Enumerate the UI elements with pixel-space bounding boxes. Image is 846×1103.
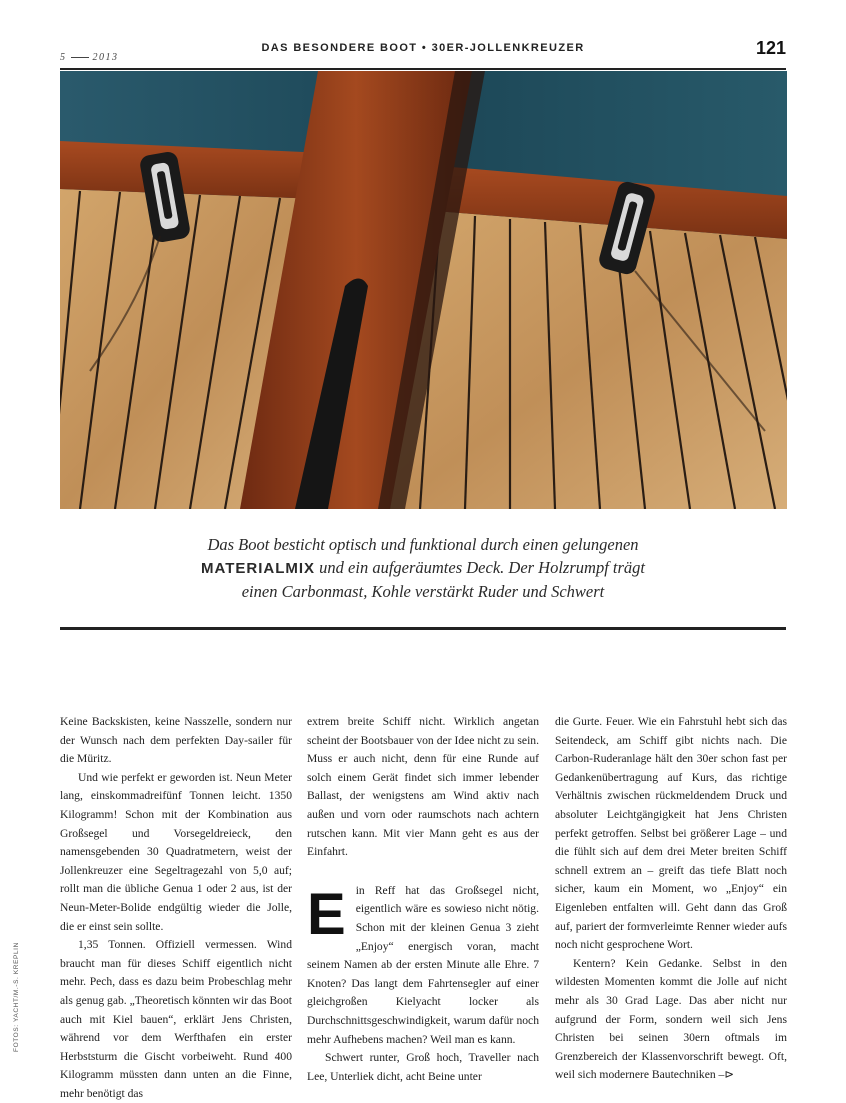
paragraph: extrem breite Schiff nicht. Wirklich angetan scheint der Bootsbauer von der Idee nicht zu sein. Muss er auch nicht, denn für eine Runde auf solch einem Gerät findet sich immer lebender Ballast, der wenigstens am Wind aktiv nach außen und vorn oder raumschots nach achtern rutschen kann. Mit vier Mann geht es aus der Einfahrt. [307,715,539,859]
paragraph: Kentern? Kein Gedanke. Selbst in den wildesten Momenten kommt die Jolle auf nicht mehr als 30 Grad Lage. Das aber nicht nur aufgrund der Form, sondern weil sich Jens Christen bei seinen 30ern oftmals im Grenzbereich der Klassenvorschrift bewegt. Oft, weil sich modernere Bautechniken –⊳ [555,956,787,1082]
page-number: 121 [755,38,786,58]
drop-cap: E [307,881,346,947]
photo-credit: FOTOS: YACHT/M.-S. KREPLIN [13,942,20,1052]
text-column-3 [555,713,787,1085]
text-column-1 [60,713,292,1103]
dropcap-paragraph [307,882,539,1049]
paragraph: Und wie perfekt er geworden ist. Neun Meter lang, einskommadreifünf Tonnen leicht. 1350 Kilogramm! Schon mit der Kombination aus Großsegel und Vorsegeldreieck, den namensgebenden 30 Quadratmetern, weist der Jollenkreuzer eine Segeltragezahl von 5,0 auf; rollt man die übliche Genua 1 oder 2 aus, ist der Neun-Meter-Bolide endgültig wieder die Jolle, die er einst sein sollte. [60,770,292,933]
caption-line-3: einen Carbonmast, Kohle verstärkt Ruder und Schwert [241,582,605,601]
caption-emphasis: MATERIALMIX [200,560,316,577]
deck-photo [60,71,787,509]
paragraph-text: in Reff hat das Großsegel nicht, eigentlich wäre es sowieso nicht nötig. Schon mit der kleinen Genua 3 zieht „Enjoy“ energisch voran, macht seinem Namen ab der ersten Minute alle Ehre. 7 Knoten? Das langt dem Fahrtensegler auf einer gleichgroßen Kielyacht locker als Durchschnittsgeschwindigkeit, warum dafür noch mehr Aufhebens machen? Weil man es kann. [307,883,539,1046]
issue-number: 5 [60,52,67,63]
caption-line-2: und ein aufgeräumtes Deck. Der Holzrumpf trägt [319,558,645,577]
text-column-2 [307,713,539,1086]
paragraph: 1,35 Tonnen. Offiziell vermessen. Wind braucht man für dieses Schiff eigentlich nicht mehr. Pech, dass es dazu beim Probeschlag mehr als genug gab. „Theoretisch könnten wir das Boot auch mit Kiel bauen“, erklärt Jens Christen, während vor dem Werfthafen ein erster Herbststurm die Gischt vorbeiweht. Rund 400 Kilogramm müssten dann unten an die Finne, mehr benötigt das [60,938,292,1100]
paragraph: die Gurte. Feuer. Wie ein Fahrstuhl hebt sich das Seitendeck, am Schiff gibt nichts nach. Die Carbon-Ruderanlage hält den 30er schon fast per Gedankenübertragung auf Kurs, das richtige Verhältnis zwischen rückmeldendem Druck und absoluter Leichtgängigkeit hat Jens Christen perfekt getroffen. Selbst bei größerer Lage – und die fühlt sich auf dem drei Meter breiten Schiff schnell extrem an – greift das tiefe Blatt noch sicher, kaum ein Moment, wo „Enjoy“ ein Eigenleben entfalten will. Geht dann das Groß auf, pariert der formverleimte Renner wieder aufs noch nicht gesprochene Wort. [555,715,787,952]
paragraph: Keine Backskisten, keine Nasszelle, sondern nur der Wunsch nach dem perfekten Day-sailer für die Müritz. [60,715,292,766]
section-title: DAS BESONDERE BOOT • 30ER-JOLLENKREUZER [261,42,585,54]
issue-year: 2013 [92,52,119,63]
photo-caption [60,533,786,603]
deck-photo-illustration [60,71,787,509]
header-rule [60,68,786,70]
caption-line-1: Das Boot besticht optisch und funktional durch einen gelungenen [207,535,639,554]
page-header [60,40,786,68]
caption-rule [60,627,786,630]
paragraph: Schwert runter, Groß hoch, Traveller nach Lee, Unterliek dicht, acht Beine unter [307,1051,539,1083]
issue-dash [71,57,89,58]
